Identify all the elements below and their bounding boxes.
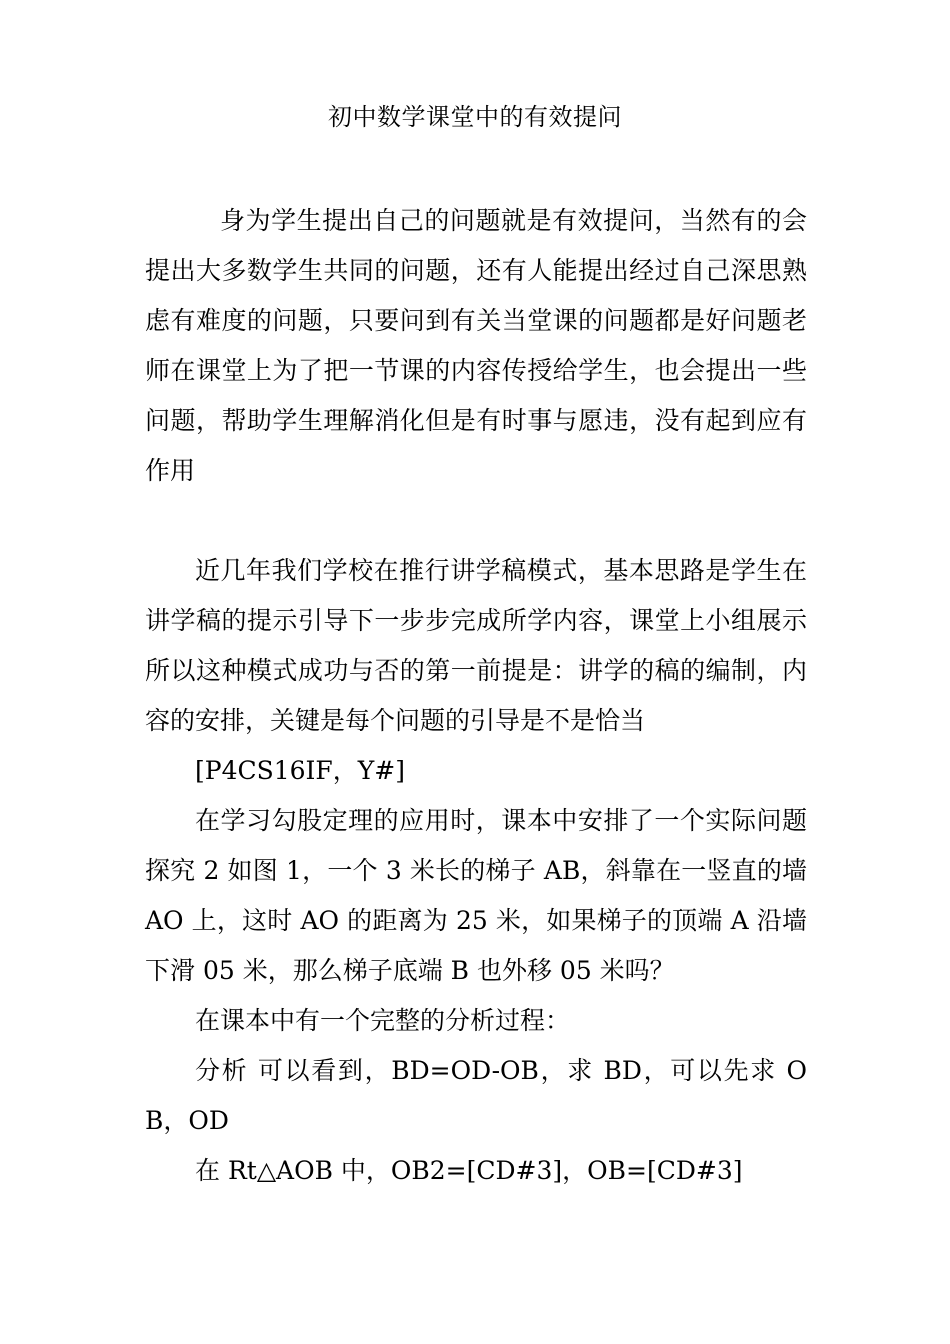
paragraph-gap xyxy=(145,496,807,546)
paragraph-triangle-calc: 在 Rt△AOB 中，OB2=[CD#3]，OB=[CD#3] xyxy=(195,1156,743,1185)
paragraph-analysis-intro: 在课本中有一个完整的分析过程： xyxy=(195,1006,571,1035)
paragraph-intro: 身为学生提出自己的问题就是有效提问，当然有的会提出大多数学生共同的问题，还有人能提出经过自己深思熟虑有难度的问题，只要问到有关当堂课的问题都是好问题老师在课堂上为了把一节课的内容传授给学生，也会提出一些问题，帮助学生理解消化但是有时事与愿违，没有起到应有作用 xyxy=(145,206,807,485)
paragraph-markup-code: [P4CS16IF，Y#] xyxy=(195,756,405,785)
document-body xyxy=(145,196,807,1196)
paragraph-analysis: 分析 可以看到，BD=OD-OB，求 BD，可以先求 OB，OD xyxy=(145,1056,807,1135)
paragraph-teaching-mode: 近几年我们学校在推行讲学稿模式，基本思路是学生在讲学稿的提示引导下一步步完成所学内容，课堂上小组展示所以这种模式成功与否的第一前提是：讲学的稿的编制，内容的安排，关键是每个问题的引导是不是恰当 xyxy=(145,556,807,735)
paragraph-ladder-problem: 在学习勾股定理的应用时，课本中安排了一个实际问题探究 2 如图 1，一个 3 米长的梯子 AB，斜靠在一竖直的墙 AO 上，这时 AO 的距离为 25 米，如果梯子的顶端 A 沿墙下滑 05 米，那么梯子底端 B 也外移 05 米吗？ xyxy=(145,806,807,985)
document-title: 初中数学课堂中的有效提问 xyxy=(328,103,622,131)
